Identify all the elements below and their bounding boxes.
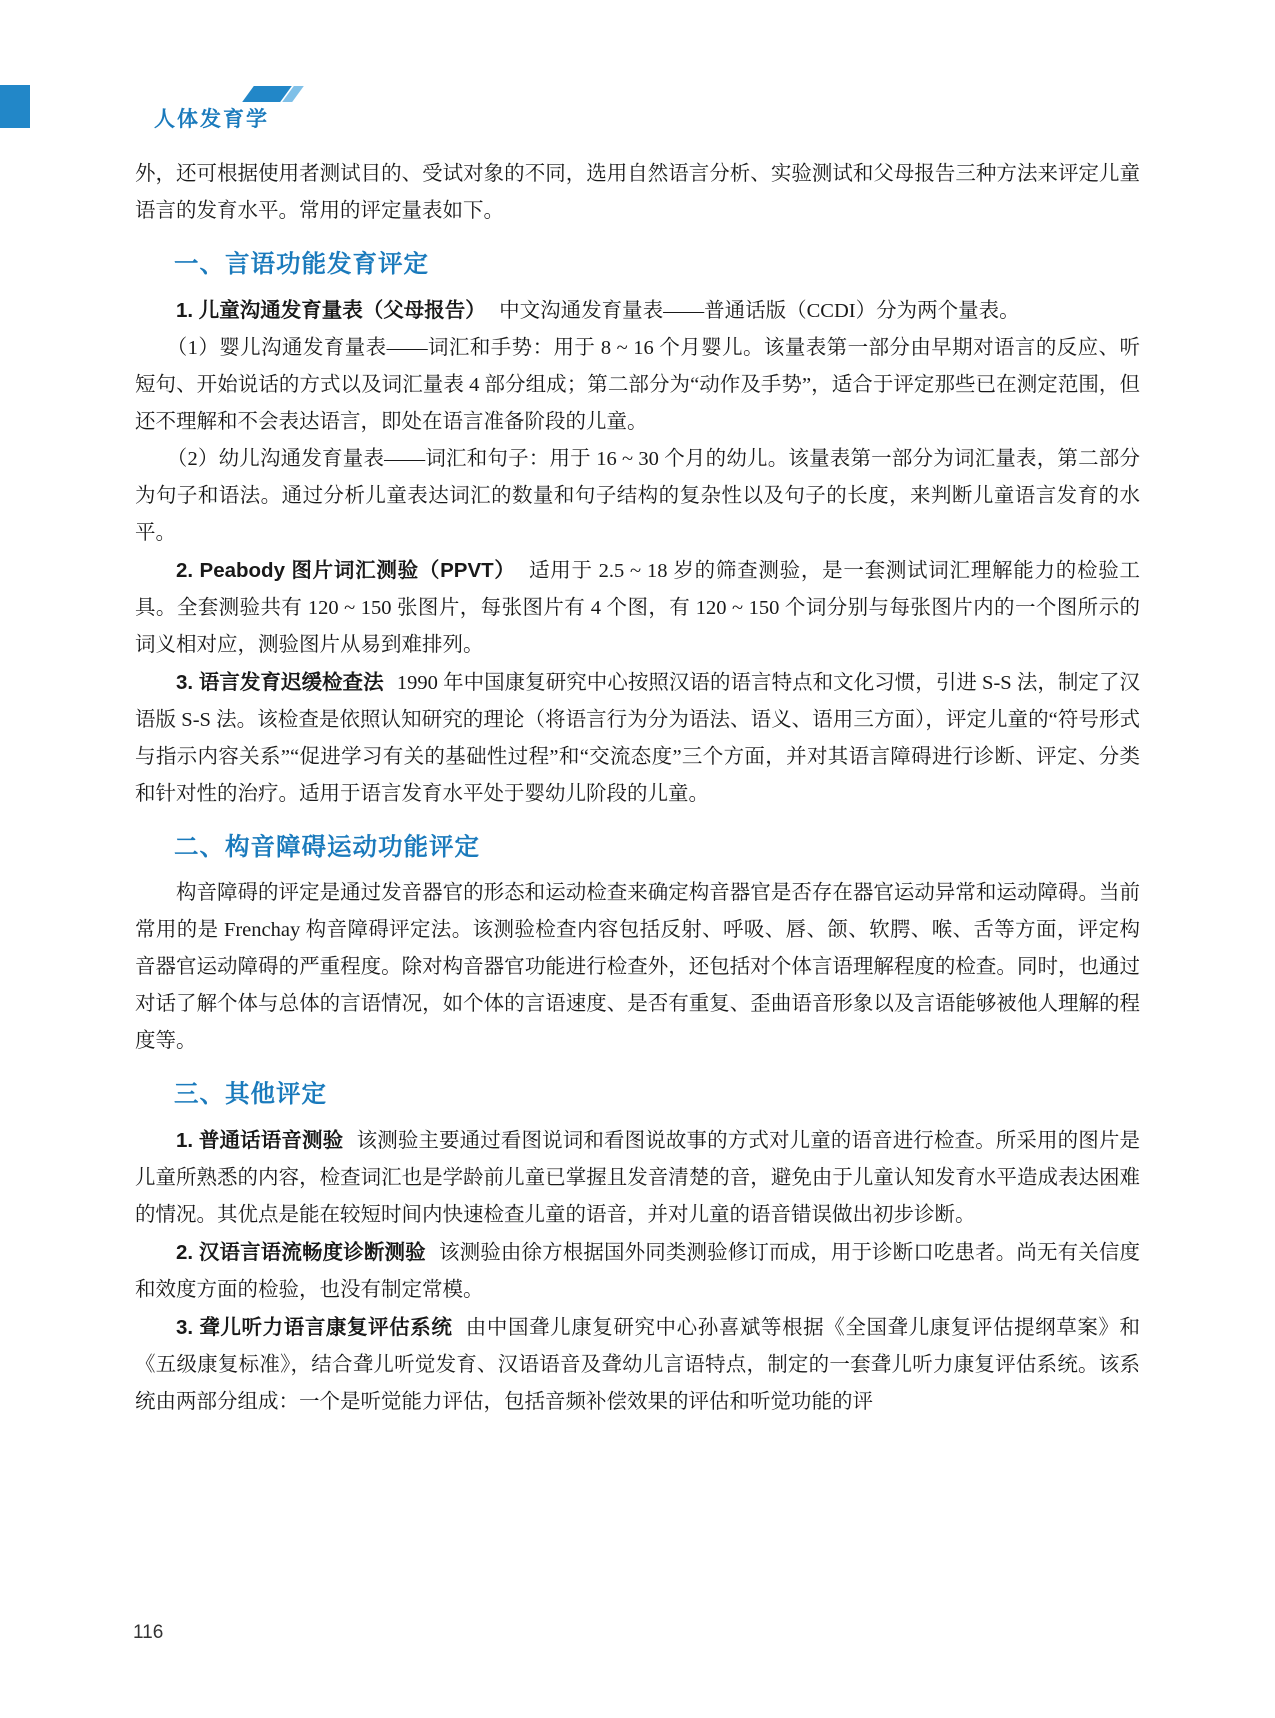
paragraph: （2）幼儿沟通发育量表——词汇和句子：用于 16 ~ 30 个月的幼儿。该量表第一部分为词汇量表，第二部分为句子和语法。通过分析儿童表达词汇的数量和句子结构的复杂性以及句子的长度，来判断儿童语言发育的水平。 [135, 448, 1140, 544]
paragraph-text: 该测验由徐方根据国外同类测验修订而成，用于诊断口吃患者。尚无有关信度和效度方面的检验，也没有制定常模。 [135, 1242, 1140, 1301]
paragraph-text: 该测验主要通过看图说词和看图说故事的方式对儿童的语音进行检查。所采用的图片是儿童所熟悉的内容，检查词汇也是学龄前儿童已掌握且发音清楚的音，避免由于儿童认知发育水平造成表达困难的情况。其优点是能在较短时间内快速检查儿童的语音，并对儿童的语音错误做出初步诊断。 [135, 1130, 1141, 1226]
term-label: 1. 儿童沟通发育量表（父母报告） [176, 299, 486, 322]
paragraph-text: 中文沟通发育量表——普通话版（CCDI）分为两个量表。 [499, 300, 1020, 322]
paragraph: 构音障碍的评定是通过发音器官的形态和运动检查来确定构音器官是否存在器官运动异常和运动障碍。当前常用的是 Frenchay 构音障碍评定法。该测验检查内容包括反射、呼吸、唇、颌、软腭、喉、舌等方面，评定构音器官运动障碍的严重程度。除对构音器官功能进行检查外，还包括对个体言语理解程度的检查。同时，也通过对话了解个体与总体的言语情况，如个体的言语速度、是否有重复、歪曲语音形象以及言语能够被他人理解的程度等。 [135, 882, 1140, 1052]
intro-paragraph: 外，还可根据使用者测试目的、受试对象的不同，选用自然语言分析、实验测试和父母报告三种方法来评定儿童语言的发育水平。常用的评定量表如下。 [135, 163, 1140, 222]
paragraph [135, 552, 1140, 664]
section-3-heading: 三、其他评定 [174, 1081, 327, 1108]
paragraph [135, 1122, 1140, 1234]
paragraph [135, 1309, 1140, 1421]
term-label: 2. Peabody 图片词汇测验（PPVT） [176, 559, 516, 582]
term-label: 3. 聋儿听力语言康复评估系统 [176, 1316, 453, 1339]
paragraph-text: 由中国聋儿康复研究中心孙喜斌等根据《全国聋儿康复评估提纲草案》和《五级康复标准》，结合聋儿听觉发育、汉语语音及聋幼儿言语特点，制定的一套聋儿听力康复评估系统。该系统由两部分组成：一个是听觉能力评估，包括音频补偿效果的评估和听觉功能的评 [135, 1317, 1141, 1413]
term-label: 2. 汉语言语流畅度诊断测验 [176, 1241, 426, 1264]
running-header [148, 85, 348, 133]
page-edge-accent-bar [0, 85, 30, 128]
page-number: 116 [133, 1622, 164, 1643]
page-content [135, 156, 1140, 1421]
section-2-heading: 二、构音障碍运动功能评定 [174, 834, 480, 861]
paragraph [135, 1234, 1140, 1309]
paragraph-text: 1990 年中国康复研究中心按照汉语的语言特点和文化习惯，引进 S-S 法，制定了汉语版 S-S 法。该检查是依照认知研究的理论（将语言行为分为语法、语义、语用三方面），评定儿童的“符号形式与指示内容关系”“促进学习有关的基础性过程”和“交流态度”三个方面，并对其语言障碍进行诊断、评定、分类和针对性的治疗。适用于语言发育水平处于婴幼儿阶段的儿童。 [135, 672, 1140, 805]
term-label: 3. 语言发育迟缓检查法 [176, 671, 384, 694]
paragraph: （1）婴儿沟通发育量表——词汇和手势：用于 8 ~ 16 个月婴儿。该量表第一部分由早期对语言的反应、听短句、开始说话的方式以及词汇量表 4 部分组成；第二部分为“动作及手势”，适合于评定那些已在测定范围，但还不理解和不会表达语言，即处在语言准备阶段的儿童。 [135, 337, 1140, 433]
section-1-heading: 一、言语功能发育评定 [174, 251, 429, 278]
paragraph [135, 292, 1140, 330]
term-label: 1. 普通话语音测验 [176, 1129, 344, 1152]
paragraph-text: 适用于 2.5 ~ 18 岁的筛查测验，是一套测试词汇理解能力的检验工具。全套测验共有 120 ~ 150 张图片，每张图片有 4 个图，有 120 ~ 150 个词分别与每张图片内的一个图所示的词义相对应，测验图片从易到难排列。 [135, 560, 1140, 656]
book-title: 人体发育学 [154, 108, 269, 131]
paragraph [135, 664, 1140, 813]
